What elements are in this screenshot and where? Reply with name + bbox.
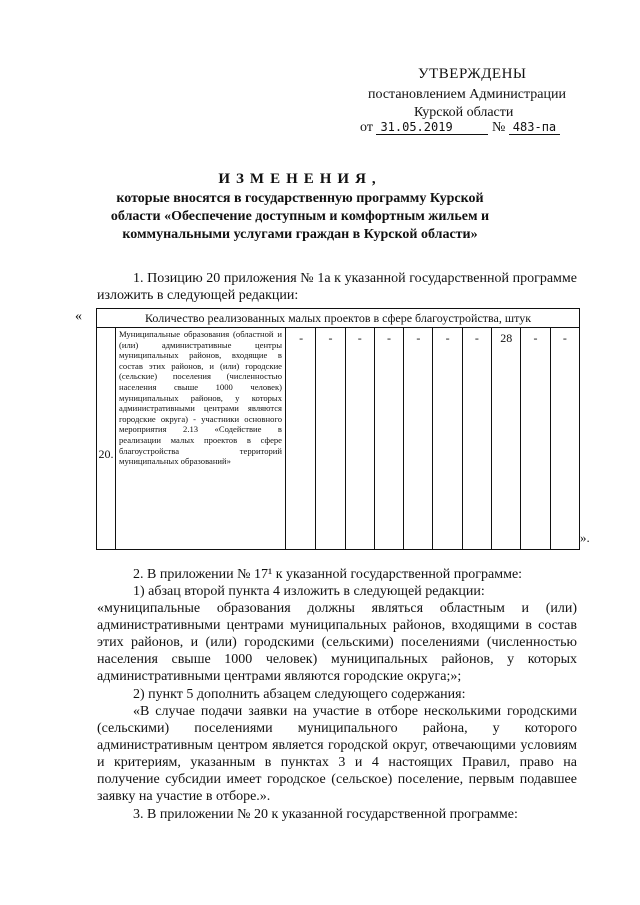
- section-2-item-1: 1) абзац второй пункта 4 изложить в следующей редакции:: [133, 584, 485, 599]
- date-number-line: [360, 120, 560, 136]
- section-2-item-1-text: «муниципальные образования должны являться областным и (или) административными центрами муниципальных районов, входящими в состав этих районов, и (или) городскими (сельскими) поселениями (численностью населения свыше 1000 человек) муниципальных районов, у которых административными центрами являются городские округа;»;: [97, 601, 577, 684]
- row-number: 20.: [98, 447, 114, 461]
- document-number: 483-па: [509, 120, 560, 135]
- table-close-quote: ».: [580, 530, 590, 545]
- row-description: Муниципальные образования (областной и (или) административные центры муниципальных районов, входящие в состав этих районов, и (или) городские (сельские) поселения (численностью населения свыше 1000 человек) муниципальных районов, у которых административными центрами являются городские округа) - участники основного мероприятия 2.13 «Содействие в реализации малых проектов в сфере благоустройства территорий муниципальных образований»: [116, 327, 286, 549]
- section-2-item-2-text: «В случае подачи заявки на участие в отборе несколькими городскими (сельскими) поселениями муниципального района, у которого административным центром является городской округ, отвечающими условиям и критериям, указанным в пунктах 3 и 4 настоящих Правил, право на получение субсидии имеет городское (сельское) поселение, первым подавшее заявку на участие в отборе.».: [97, 704, 577, 804]
- value-cell: -: [521, 327, 550, 549]
- section-1-text: 1. Позицию 20 приложения № 1а к указанной государственной программе изложить в следующей редакции:: [97, 271, 577, 303]
- approved-by-line: постановлением Администрации: [368, 87, 566, 102]
- region-line: Курской области: [414, 105, 514, 120]
- document-heading: ИЗМЕНЕНИЯ,: [218, 171, 382, 187]
- value-cell: -: [287, 327, 316, 549]
- value-cell: -: [562, 331, 567, 345]
- section-2-item-2: 2) пункт 5 дополнить абзацем следующего содержания:: [133, 687, 466, 702]
- number-prefix: №: [491, 120, 506, 135]
- section-2-intro: 2. В приложении № 17¹ к указанной государственной программе:: [133, 567, 523, 582]
- section-3-text: 3. В приложении № 20 к указанной государственной программе:: [133, 807, 518, 822]
- value-cell: -: [433, 327, 462, 549]
- value-cell: -: [463, 327, 492, 549]
- table-open-quote: «: [75, 309, 82, 324]
- document-subtitle: которые вносятся в государственную программу Курской области «Обеспечение доступным и комфортным жильем и коммунальными услугами граждан в Курской области»: [110, 191, 490, 242]
- value-cell: 28: [492, 327, 521, 549]
- approved-label: УТВЕРЖДЕНЫ: [418, 66, 527, 82]
- table-header: Количество реализованных малых проектов в сфере благоустройства, штук: [97, 309, 579, 328]
- value-cells: [287, 327, 579, 549]
- date-prefix: от: [360, 120, 373, 135]
- value-cell: -: [316, 327, 345, 549]
- value-cell: -: [375, 327, 404, 549]
- changes-table: [96, 308, 580, 550]
- value-cell: -: [346, 327, 375, 549]
- row-number-cell: [97, 327, 116, 549]
- document-date: 31.05.2019: [376, 120, 488, 135]
- value-cell: -: [404, 327, 433, 549]
